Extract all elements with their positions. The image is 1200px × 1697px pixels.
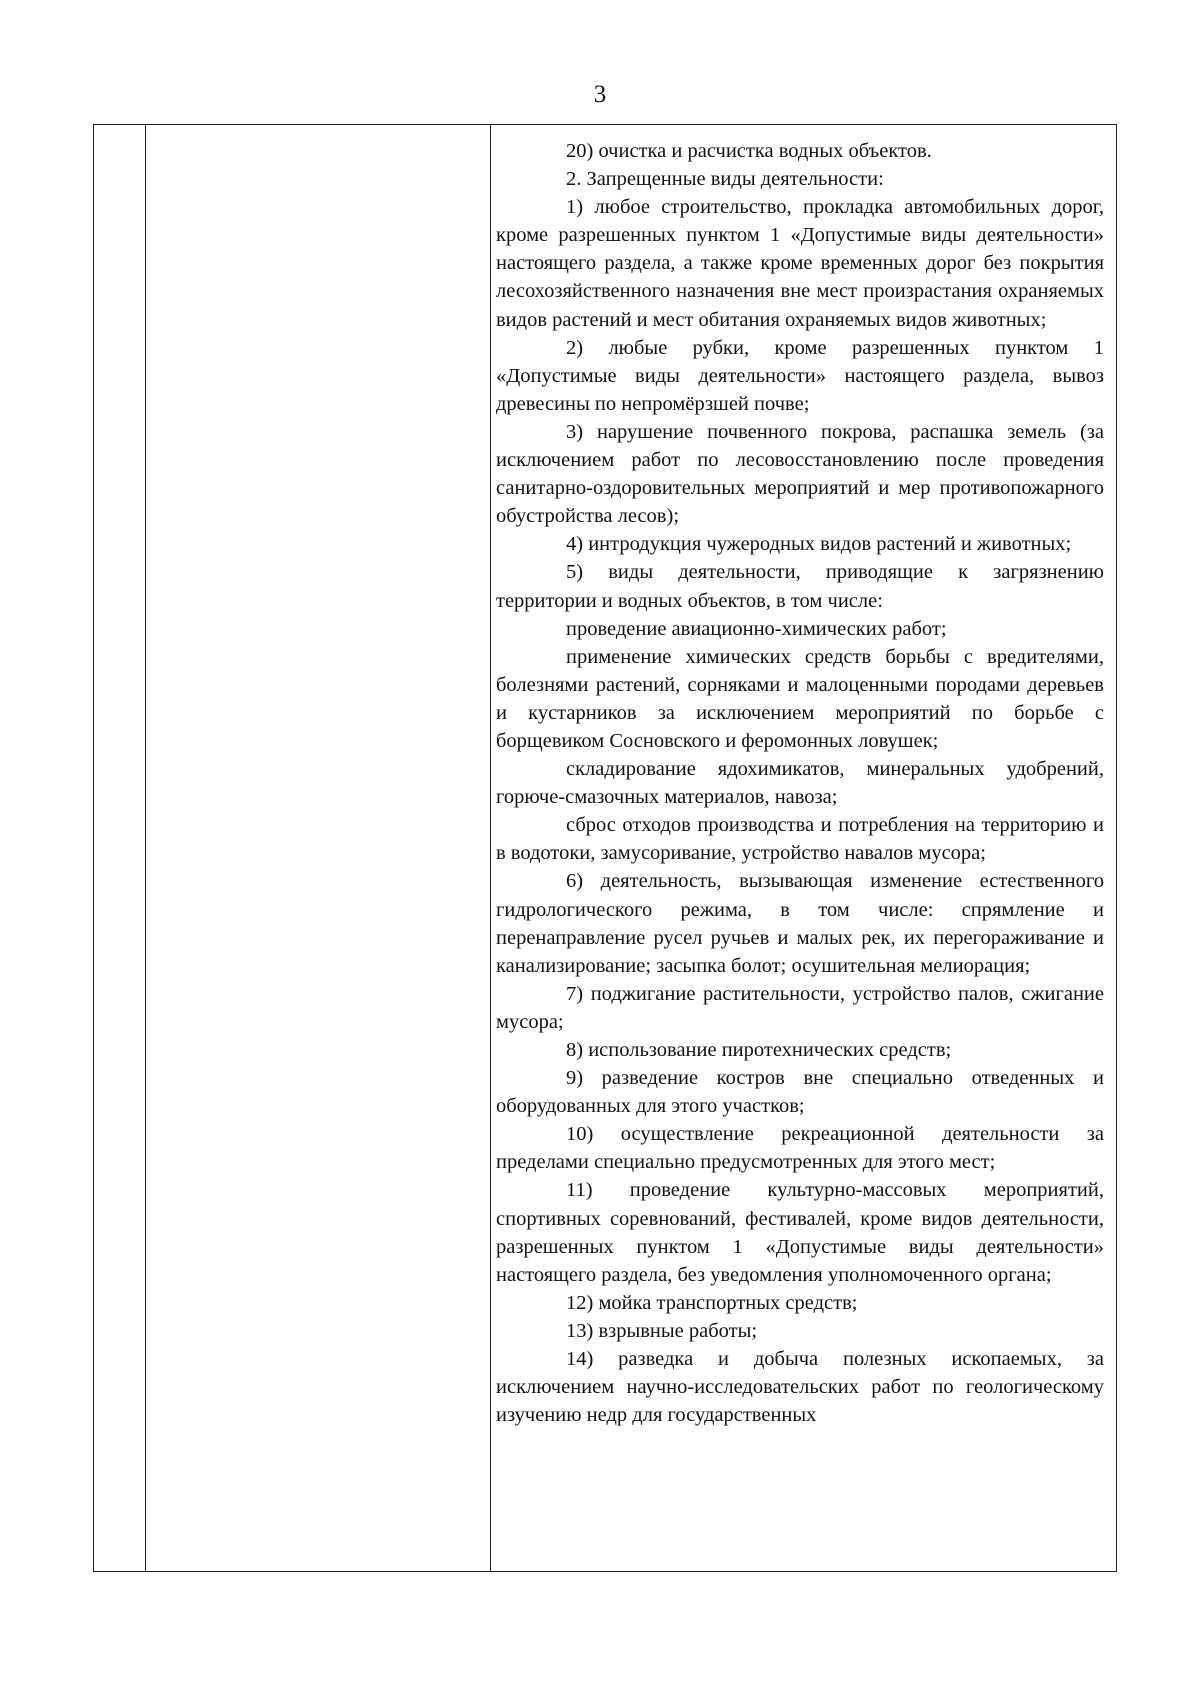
paragraph: 10) осуществление рекреационной деятельности за пределами специально предусмотренных для этого мест;	[496, 1123, 1104, 1174]
paragraph: 11) проведение культурно-массовых мероприятий, спортивных соревнований, фестивалей, кроме видов деятельности, разрешенных пунктом 1 «Допустимые виды деятельности» настоящего раздела, без уведомления уполномоченного органа;	[496, 1179, 1104, 1286]
document-table	[93, 124, 1117, 1572]
paragraph: 9) разведение костров вне специально отведенных и оборудованных для этого участков;	[496, 1067, 1104, 1118]
paragraph: 8) использование пиротехнических средств;	[566, 1039, 952, 1061]
paragraph: 14) разведка и добыча полезных ископаемых, за исключением научно-исследовательских работ по геологическому изучению недр для государственных	[496, 1348, 1104, 1427]
paragraph: 13) взрывные работы;	[566, 1319, 758, 1342]
paragraph: 1) любое строительство, прокладка автомобильных дорог, кроме разрешенных пунктом 1 «Допустимые виды деятельности» настоящего раздела, а также кроме временных дорог без покрытия лесохозяйственного назначения вне мест произрастания охраняемых видов растений и мест обитания охраняемых видов животных;	[496, 196, 1104, 331]
paragraph: 20) очистка и расчистка водных объектов.	[566, 140, 932, 162]
paragraph: 2. Запрещенные виды деятельности:	[566, 168, 884, 191]
paragraph: проведение авиационно-химических работ;	[566, 617, 947, 640]
paragraph: 6) деятельность, вызывающая изменение естественного гидрологического режима, в том числе: спрямление и перенаправление русел ручьев и малых рек, их перегораживание и канализирование; засыпка болот; осушительная мелиорация;	[496, 870, 1104, 977]
column-divider-2	[490, 125, 491, 1571]
paragraph: сброс отходов производства и потребления на территорию и в водотоки, замусоривание, устройство навалов мусора;	[496, 814, 1104, 865]
paragraph: 7) поджигание растительности, устройство палов, сжигание мусора;	[496, 982, 1104, 1033]
paragraph: 12) мойка транспортных средств;	[566, 1291, 858, 1314]
table-cell-content	[496, 137, 1104, 1429]
paragraph: 4) интродукция чужеродных видов растений и животных;	[566, 533, 1072, 556]
paragraph: применение химических средств борьбы с вредителями, болезнями растений, сорняками и малоценными породами деревьев и кустарников за исключением мероприятий по борьбе с борщевиком Сосновского и феромонных ловушек;	[496, 645, 1104, 752]
paragraph: 5) виды деятельности, приводящие к загрязнению территории и водных объектов, в том числе:	[496, 561, 1104, 612]
column-divider-1	[145, 125, 146, 1571]
paragraph: складирование ядохимикатов, минеральных удобрений, горюче-смазочных материалов, навоза;	[496, 758, 1104, 809]
paragraph: 2) любые рубки, кроме разрешенных пунктом 1 «Допустимые виды деятельности» настоящего раздела, вывоз древесины по непромёрзшей почве;	[496, 336, 1104, 415]
page-number: 3	[593, 81, 607, 108]
paragraph: 3) нарушение почвенного покрова, распашка земель (за исключением работ по лесовосстановлению после проведения санитарно-оздоровительных мероприятий и мер противопожарного обустройства лесов);	[496, 420, 1104, 528]
